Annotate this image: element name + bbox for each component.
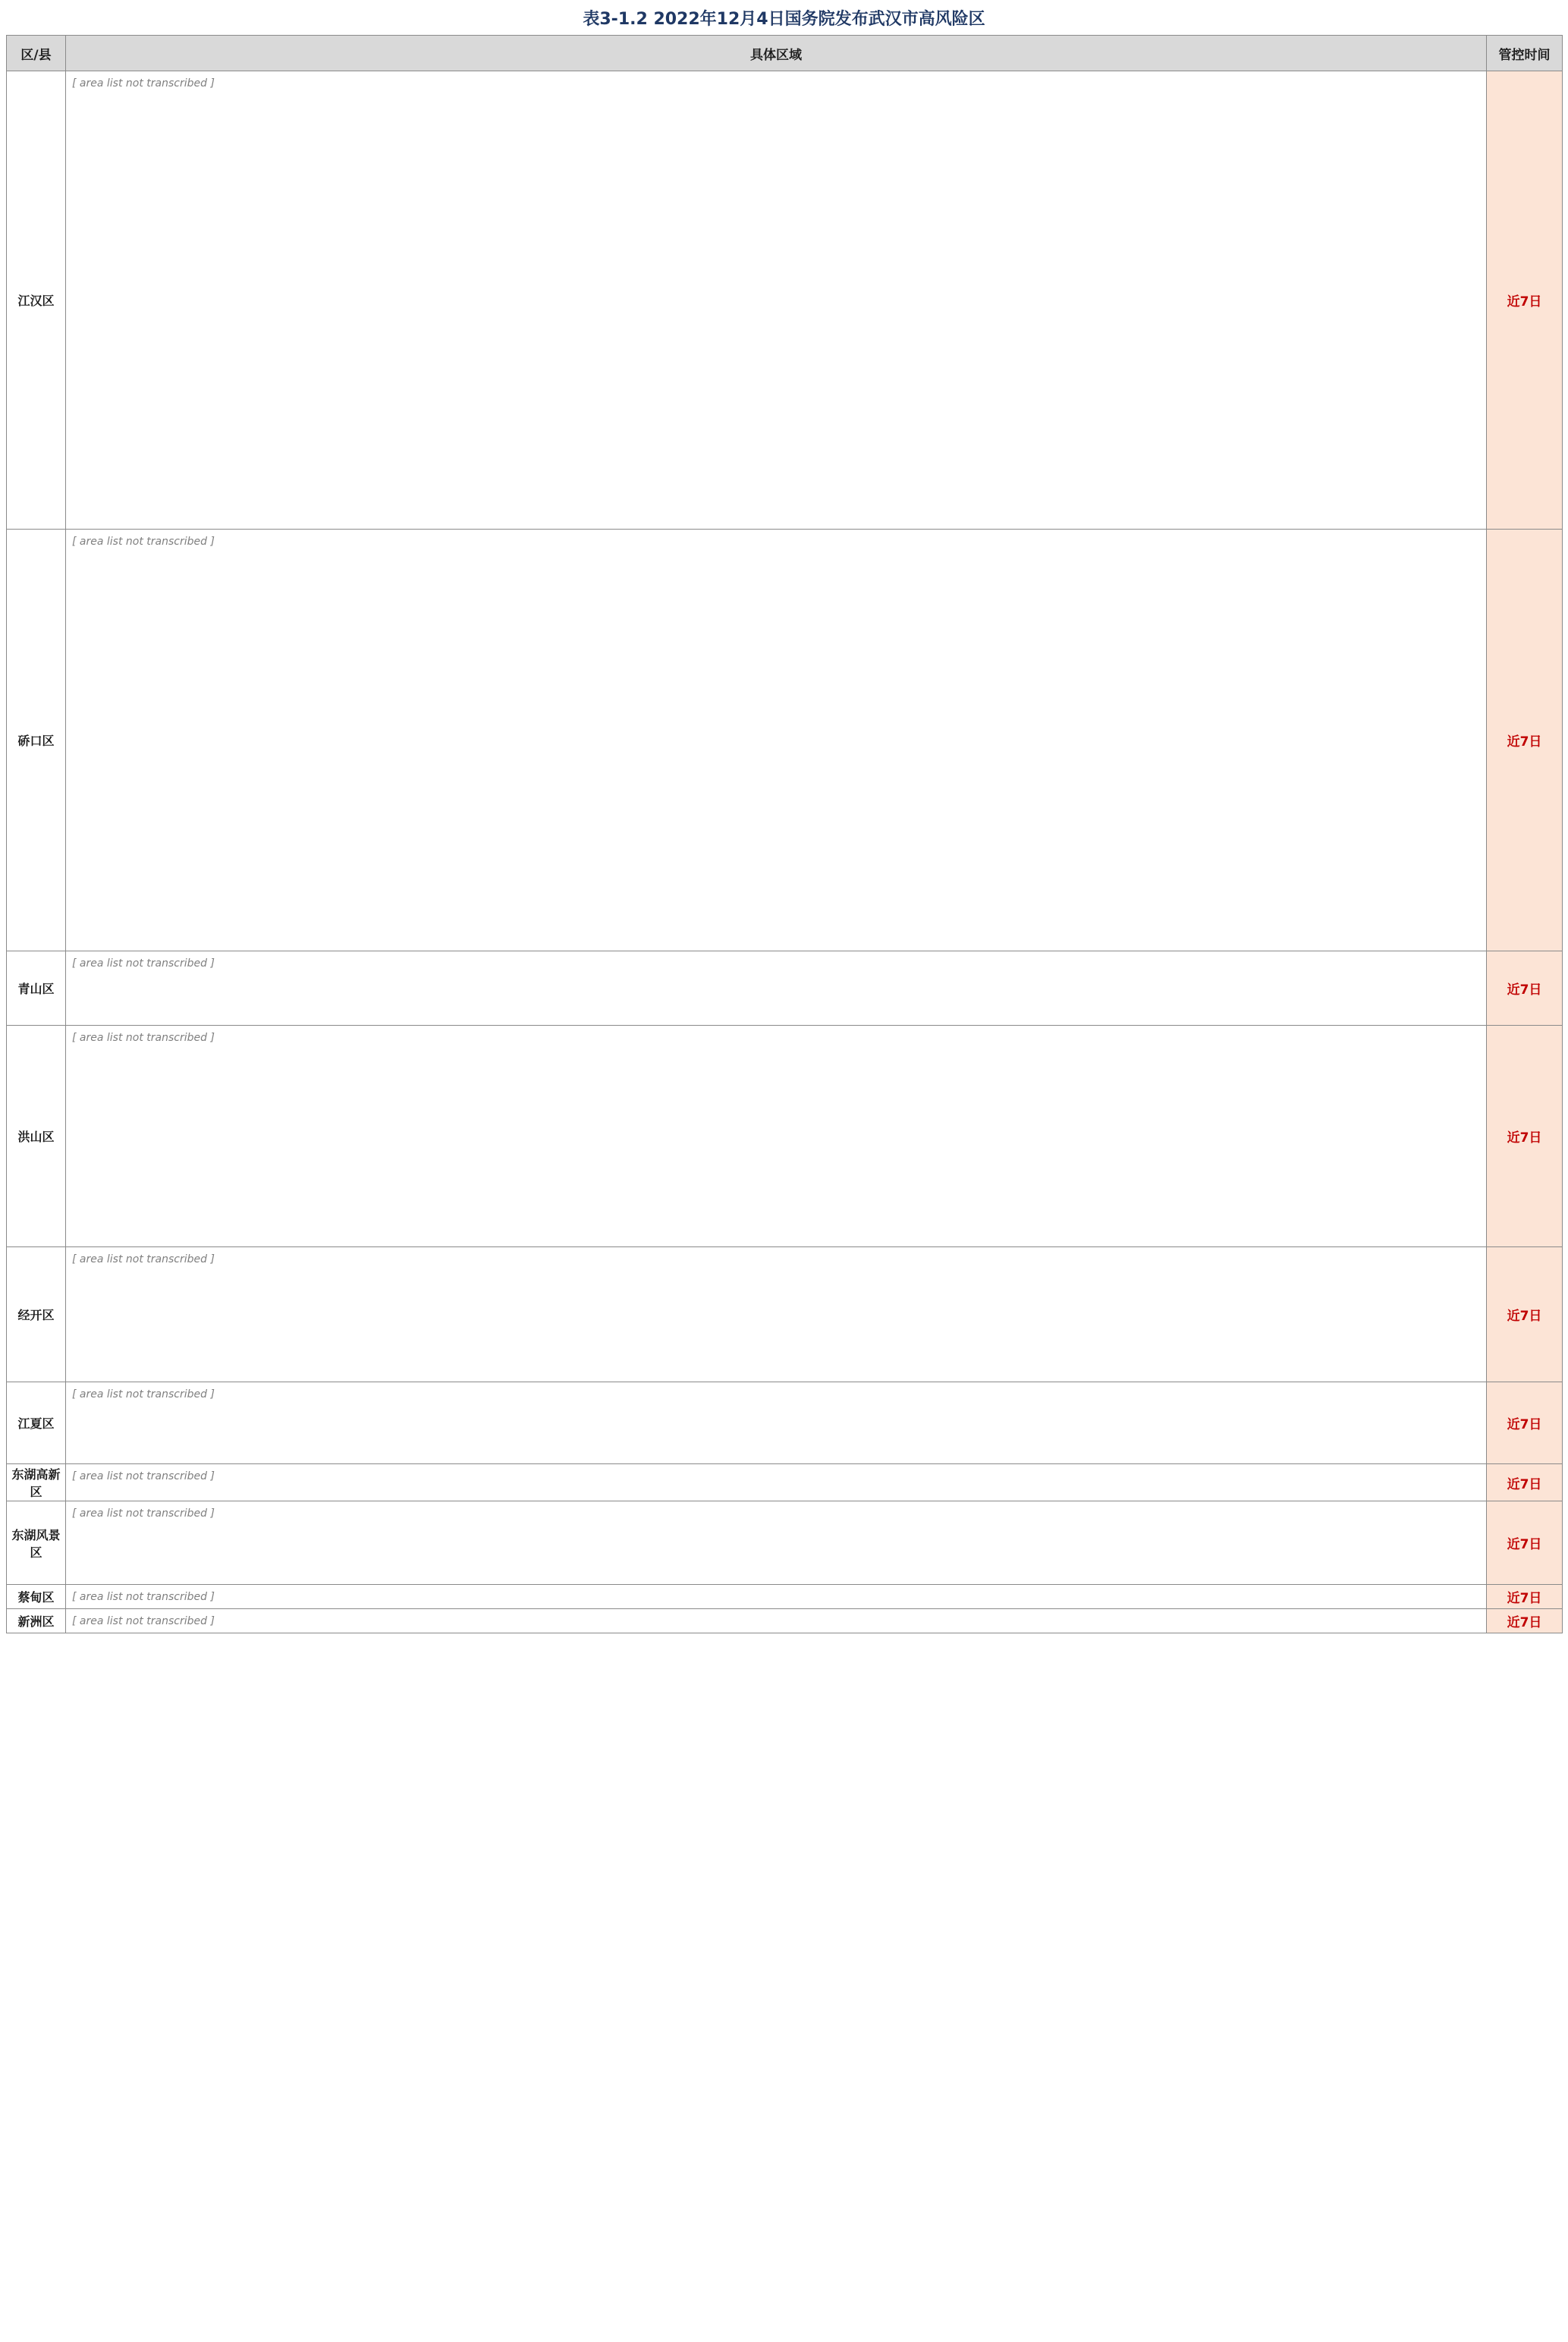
areas-placeholder: [ area list not transcribed ] <box>72 536 215 548</box>
table-row <box>7 1464 1563 1501</box>
period-cell: 近7日 <box>1487 1585 1563 1609</box>
district-cell: 江汉区 <box>7 71 66 530</box>
period-cell: 近7日 <box>1487 1382 1563 1464</box>
table-row <box>7 1247 1563 1382</box>
district-cell: 蔡甸区 <box>7 1585 66 1609</box>
district-cell: 东湖高新区 <box>7 1464 66 1501</box>
period-cell: 近7日 <box>1487 1464 1563 1501</box>
areas-placeholder: [ area list not transcribed ] <box>72 1615 215 1627</box>
district-cell: 东湖风景区 <box>7 1501 66 1585</box>
period-cell: 近7日 <box>1487 1026 1563 1247</box>
table-row <box>7 71 1563 530</box>
period-cell: 近7日 <box>1487 951 1563 1026</box>
district-cell: 洪山区 <box>7 1026 66 1247</box>
period-cell: 近7日 <box>1487 530 1563 951</box>
table-row <box>7 951 1563 1026</box>
areas-placeholder: [ area list not transcribed ] <box>72 1591 215 1603</box>
areas-cell <box>66 1501 1487 1585</box>
areas-placeholder: [ area list not transcribed ] <box>72 1507 215 1520</box>
areas-cell <box>66 1026 1487 1247</box>
district-cell: 青山区 <box>7 951 66 1026</box>
district-cell: 新洲区 <box>7 1609 66 1633</box>
areas-cell <box>66 71 1487 530</box>
district-cell: 经开区 <box>7 1247 66 1382</box>
period-cell: 近7日 <box>1487 1609 1563 1633</box>
areas-cell <box>66 530 1487 951</box>
table-header-row <box>7 36 1563 71</box>
areas-cell <box>66 1247 1487 1382</box>
table-row <box>7 530 1563 951</box>
period-cell: 近7日 <box>1487 71 1563 530</box>
district-cell: 江夏区 <box>7 1382 66 1464</box>
table-row <box>7 1382 1563 1464</box>
header-period: 管控时间 <box>1487 36 1563 71</box>
areas-placeholder: [ area list not transcribed ] <box>72 1253 215 1265</box>
areas-cell <box>66 1382 1487 1464</box>
areas-placeholder: [ area list not transcribed ] <box>72 957 215 970</box>
areas-cell <box>66 1464 1487 1501</box>
district-cell: 硚口区 <box>7 530 66 951</box>
header-areas: 具体区域 <box>66 36 1487 71</box>
areas-placeholder: [ area list not transcribed ] <box>72 77 215 90</box>
header-district: 区/县 <box>7 36 66 71</box>
areas-placeholder: [ area list not transcribed ] <box>72 1470 215 1482</box>
table-row <box>7 1026 1563 1247</box>
areas-cell <box>66 1585 1487 1609</box>
period-cell: 近7日 <box>1487 1501 1563 1585</box>
period-cell: 近7日 <box>1487 1247 1563 1382</box>
table-row <box>7 1585 1563 1609</box>
areas-cell <box>66 951 1487 1026</box>
page-title: 表3-1.2 2022年12月4日国务院发布武汉市高风险区 <box>583 10 985 29</box>
areas-placeholder: [ area list not transcribed ] <box>72 1388 215 1400</box>
high-risk-area-table <box>6 35 1563 1633</box>
areas-placeholder: [ area list not transcribed ] <box>72 1032 215 1044</box>
table-row <box>7 1609 1563 1633</box>
table-row <box>7 1501 1563 1585</box>
areas-cell <box>66 1609 1487 1633</box>
